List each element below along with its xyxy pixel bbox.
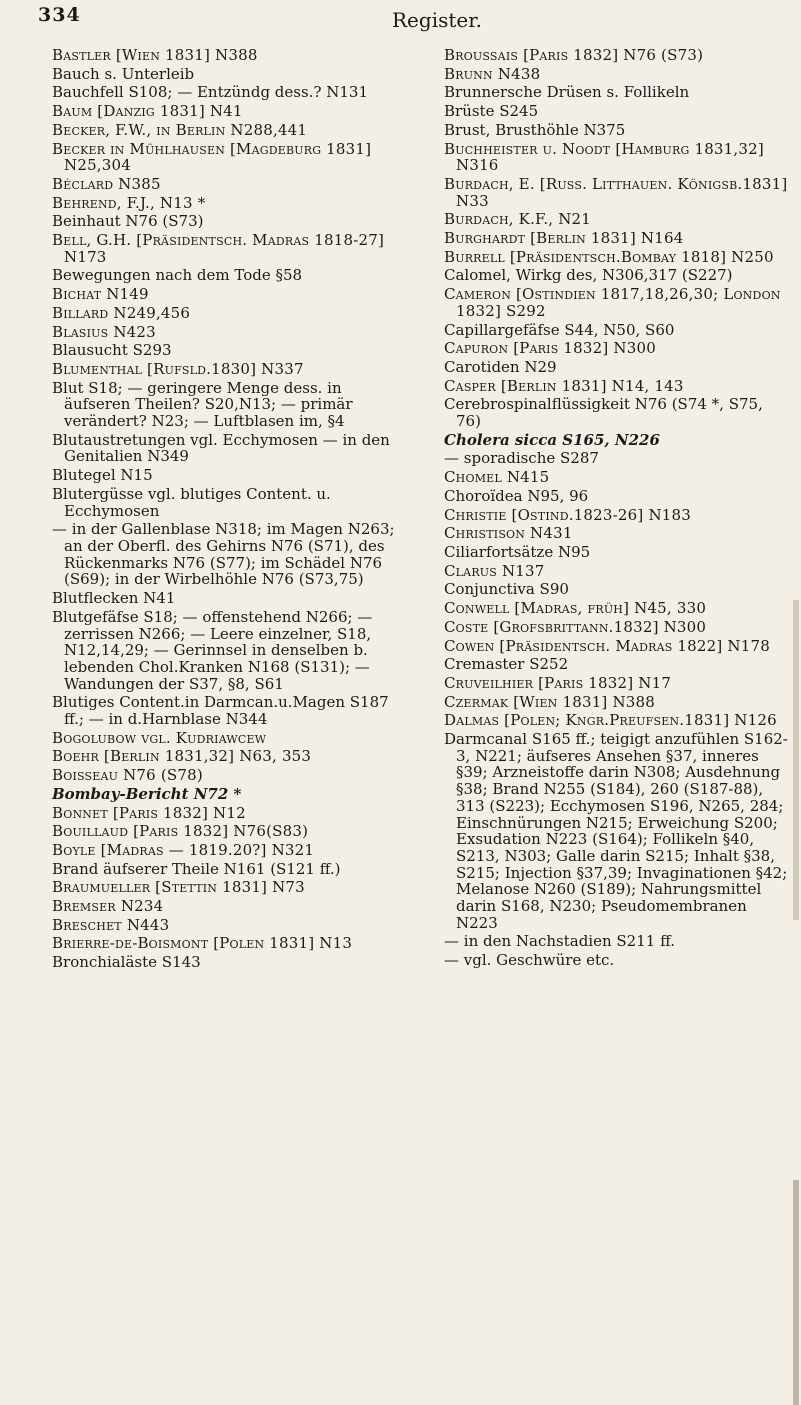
index-entry [444,712,789,729]
index-entry [444,600,789,617]
index-entry [444,211,789,228]
index-entry [444,141,789,174]
index-entry [444,396,789,429]
index-entry [52,805,397,822]
index-entry-text: Christie [Ostind.1823-26] N183 [444,505,691,524]
index-entry-text: Chomel N415 [444,468,550,487]
index-entry [444,563,789,580]
index-entry-text: Coste [Grofsbrittann.1832] N300 [444,617,707,636]
index-entry-text: Czermak [Wien 1831] N388 [444,692,656,711]
index-entry-text: Cholera sicca S165, N226 [444,430,660,449]
index-entry [444,176,789,209]
index-entry [52,730,397,747]
index-entry [52,267,397,284]
index-entry-text: Brierre-de-Boismont [Polen 1831] N13 [52,934,353,953]
index-entry-text: Dalmas [Polen; Kngr.Preufsen.1831] N126 [444,711,777,730]
index-entry-text: Broussais [Paris 1832] N76 (S73) [444,46,704,64]
index-entry [52,380,397,430]
index-entry [52,748,397,765]
index-entry-text: Ciliarfortsätze N95 [444,542,591,561]
index-entry-text: Clarus N137 [444,561,545,580]
index-entry-text: Boehr [Berlin 1831,32] N63, 353 [52,747,312,766]
index-entry-text: Bichat N149 [52,285,149,304]
index-entry-text: Calomel, Wirkg des, N306,317 (S227) [444,266,733,285]
index-entry-text: Bonnet [Paris 1832] N12 [52,803,246,822]
index-entry-text: Brust, Brusthöhle N375 [444,120,626,139]
index-entry [444,340,789,357]
index-entry-text: Blutegel N15 [52,466,153,485]
index-entry [52,786,397,803]
index-entry [444,581,789,598]
index-entry [444,230,789,247]
page-edge-shadow [793,600,799,920]
index-entry-text: Baum [Danzig 1831] N41 [52,102,243,121]
index-entry [52,898,397,915]
index-entry [52,361,397,378]
index-entry [444,450,789,467]
index-entry-text: Conwell [Madras, früh] N45, 330 [444,599,707,618]
index-entry-text: Bouillaud [Paris 1832] N76(S83) [52,822,309,841]
index-entry-text: Blutgefäfse S18; — offenstehend N266; — zerrissen N266; — Leere einzelner, S18, N12,14,29; — Gerinnsel in denselben b. lebenden Chol.Kranken N168 (S131); — Wandungen der S37, §8, S61 [52,607,373,693]
index-entry [444,525,789,542]
index-entry [444,469,789,486]
index-entry-text: Billard N249,456 [52,303,191,322]
index-entry-text: Beinhaut N76 (S73) [52,212,204,231]
index-entry-text: Blutaustretungen vgl. Ecchymosen — in den Genitalien N349 [52,430,390,466]
index-entry [52,486,397,519]
index-entry [52,590,397,607]
right-index-column [444,47,789,971]
index-entry [52,823,397,840]
index-entry [52,213,397,230]
index-entry-text: Christison N431 [444,524,573,543]
index-entry-text: Bauchfell S108; — Entzündg dess.? N131 [52,83,369,102]
index-entry-text: Behrend, F.J., N13 * [52,193,206,212]
index-entry-text: Blasius N423 [52,322,156,341]
index-entry [52,232,397,265]
page-edge-shadow [793,1180,799,1405]
index-entry-text: — vgl. Geschwüre etc. [444,951,615,970]
index-entry-text: Blutflecken N41 [52,589,176,608]
index-entry-text: Blut S18; — geringere Menge dess. in äufseren Theilen? S20,N13; — primär verändert? N23; — Luftblasen im, §4 [52,378,353,431]
index-entry [52,432,397,465]
index-entry-text: Choroïdea N95, 96 [444,486,589,505]
index-entry [444,656,789,673]
index-entry [444,267,789,284]
index-entry [444,544,789,561]
index-entry [444,952,789,969]
index-entry-text: Bewegungen nach dem Tode §58 [52,266,303,285]
index-entry [444,933,789,950]
index-entry-text: Capillargefäfse S44, N50, S60 [444,320,675,339]
index-entry-text: Cowen [Präsidentsch. Madras 1822] N178 [444,636,770,655]
index-entry [444,488,789,505]
index-entry-text: Conjunctiva S90 [444,580,569,599]
index-entry [52,609,397,693]
index-entry-text: Cruveilhier [Paris 1832] N17 [444,673,672,692]
index-entry [52,84,397,101]
index-entry-text: Cameron [Ostindien 1817,18,26,30; London 1832] S292 [444,285,781,320]
index-entry-text: Burrell [Präsidentsch.Bombay 1818] N250 [444,247,774,266]
index-entry [52,66,397,83]
index-entry [52,342,397,359]
left-index-column [52,47,397,973]
page-number: 334 [38,4,81,26]
index-entry [52,176,397,193]
index-entry-text: Béclard N385 [52,174,161,193]
index-entry [444,432,789,449]
index-entry [52,767,397,784]
index-entry-text: — sporadische S287 [444,449,599,468]
index-entry [52,879,397,896]
index-entry-text: Carotiden N29 [444,357,557,376]
page-header [0,0,801,40]
index-entry [444,731,789,931]
index-entry [52,324,397,341]
index-entry-text: Boisseau N76 (S78) [52,766,203,785]
index-entry-text: Boyle [Madras — 1819.20?] N321 [52,840,315,859]
index-entry [52,521,397,588]
index-entry-text: Casper [Berlin 1831] N14, 143 [444,376,684,395]
index-entry [52,917,397,934]
index-entry [444,694,789,711]
index-entry [52,954,397,971]
index-entry [444,322,789,339]
index-entry-text: Bronchialäste S143 [52,953,201,972]
index-entry [52,861,397,878]
index-entry-text: Bombay-Bericht N72 * [52,784,242,803]
index-entry-text: Blausucht S293 [52,341,172,360]
index-entry [444,286,789,319]
index-entry [52,305,397,322]
index-entry [52,122,397,139]
index-entry-text: Cerebrospinalflüssigkeit N76 (S74 *, S75, 76) [444,395,763,431]
index-entry [52,935,397,952]
index-entry-text: Bogolubow vgl. Kudriawcew [52,728,267,747]
index-entry-text: Capuron [Paris 1832] N300 [444,339,656,358]
index-entry-text: Burghardt [Berlin 1831] N164 [444,229,684,248]
index-entry-text: Bremser N234 [52,897,164,916]
index-entry-text: Blutiges Content.in Darmcan.u.Magen S187 ff.; — in d.Harnblase N344 [52,693,389,729]
index-entry-text: Blumenthal [Rufsld.1830] N337 [52,359,304,378]
index-entry [444,507,789,524]
index-entry-text: Buchheister u. Noodt [Hamburg 1831,32] N316 [444,139,764,175]
running-title: Register. [392,8,482,32]
index-entry [444,675,789,692]
index-entry-text: Blutergüsse vgl. blutiges Content. u. Ecchymosen [52,484,331,520]
index-entry [52,286,397,303]
index-entry [444,122,789,139]
index-entry-text: Bastler [Wien 1831] N388 [52,46,258,64]
index-entry [52,195,397,212]
index-entry-text: Becker, F.W., in Berlin N288,441 [52,120,308,139]
index-entry [444,47,789,64]
index-entry [444,84,789,101]
index-entry-text: Breschet N443 [52,915,170,934]
index-entry [52,694,397,727]
index-entry-text: Burdach, K.F., N21 [444,210,592,229]
index-entry-text: Brunnersche Drüsen s. Follikeln [444,83,690,102]
index-entry-text: Brunn N438 [444,64,541,83]
index-entry-text: Becker in Mühlhausen [Magdeburg 1831] N25,304 [52,139,372,175]
index-entry-text: Bauch s. Unterleib [52,64,195,83]
index-entry [444,249,789,266]
index-entry [444,638,789,655]
index-entry-text: Cremaster S252 [444,655,569,674]
index-entry [52,103,397,120]
index-entry [52,842,397,859]
index-entry-text: — in der Gallenblase N318; im Magen N263; an der Oberfl. des Gehirns N76 (S71), des Rückenmarks N76 (S77); im Schädel N76 (S69); in der Wirbelhöhle N76 (S73,75) [52,520,395,589]
index-entry [444,378,789,395]
index-entry [444,619,789,636]
index-entry-text: Braumueller [Stettin 1831] N73 [52,878,305,897]
index-entry-text: — in den Nachstadien S211 ff. [444,932,675,951]
index-entry [52,47,397,64]
index-entry-text: Burdach, E. [Russ. Litthauen. Königsb.1831] N33 [444,174,788,210]
index-entry [444,66,789,83]
index-entry [52,141,397,174]
index-entry-text: Darmcanal S165 ff.; teigigt anzufühlen S162-3, N221; äufseres Ansehen §37, inneres §39; Arzneistoffe darin N308; Ausdehnung §38; Brand N255 (S184), 260 (S187-88), 313 (S223); Ecchymosen S196, N265, 284; Einschnürungen N215; Erweichung S200; Exsudation N223 (S164); Follikeln §40, S213, N303; Galle darin S215; Inhalt §38, S215; Injection §37,39; Invaginationen §42; Melanose N260 (S189); Nahrungsmittel darin S168, N230; Pseudomembranen N223 [444,730,788,932]
index-entry-text: Bell, G.H. [Präsidentsch. Madras 1818-27] N173 [52,231,385,266]
index-entry [444,359,789,376]
index-entry-text: Brüste S245 [444,102,539,121]
index-entry [52,467,397,484]
index-entry [444,103,789,120]
index-entry-text: Brand äufserer Theile N161 (S121 ff.) [52,859,341,878]
